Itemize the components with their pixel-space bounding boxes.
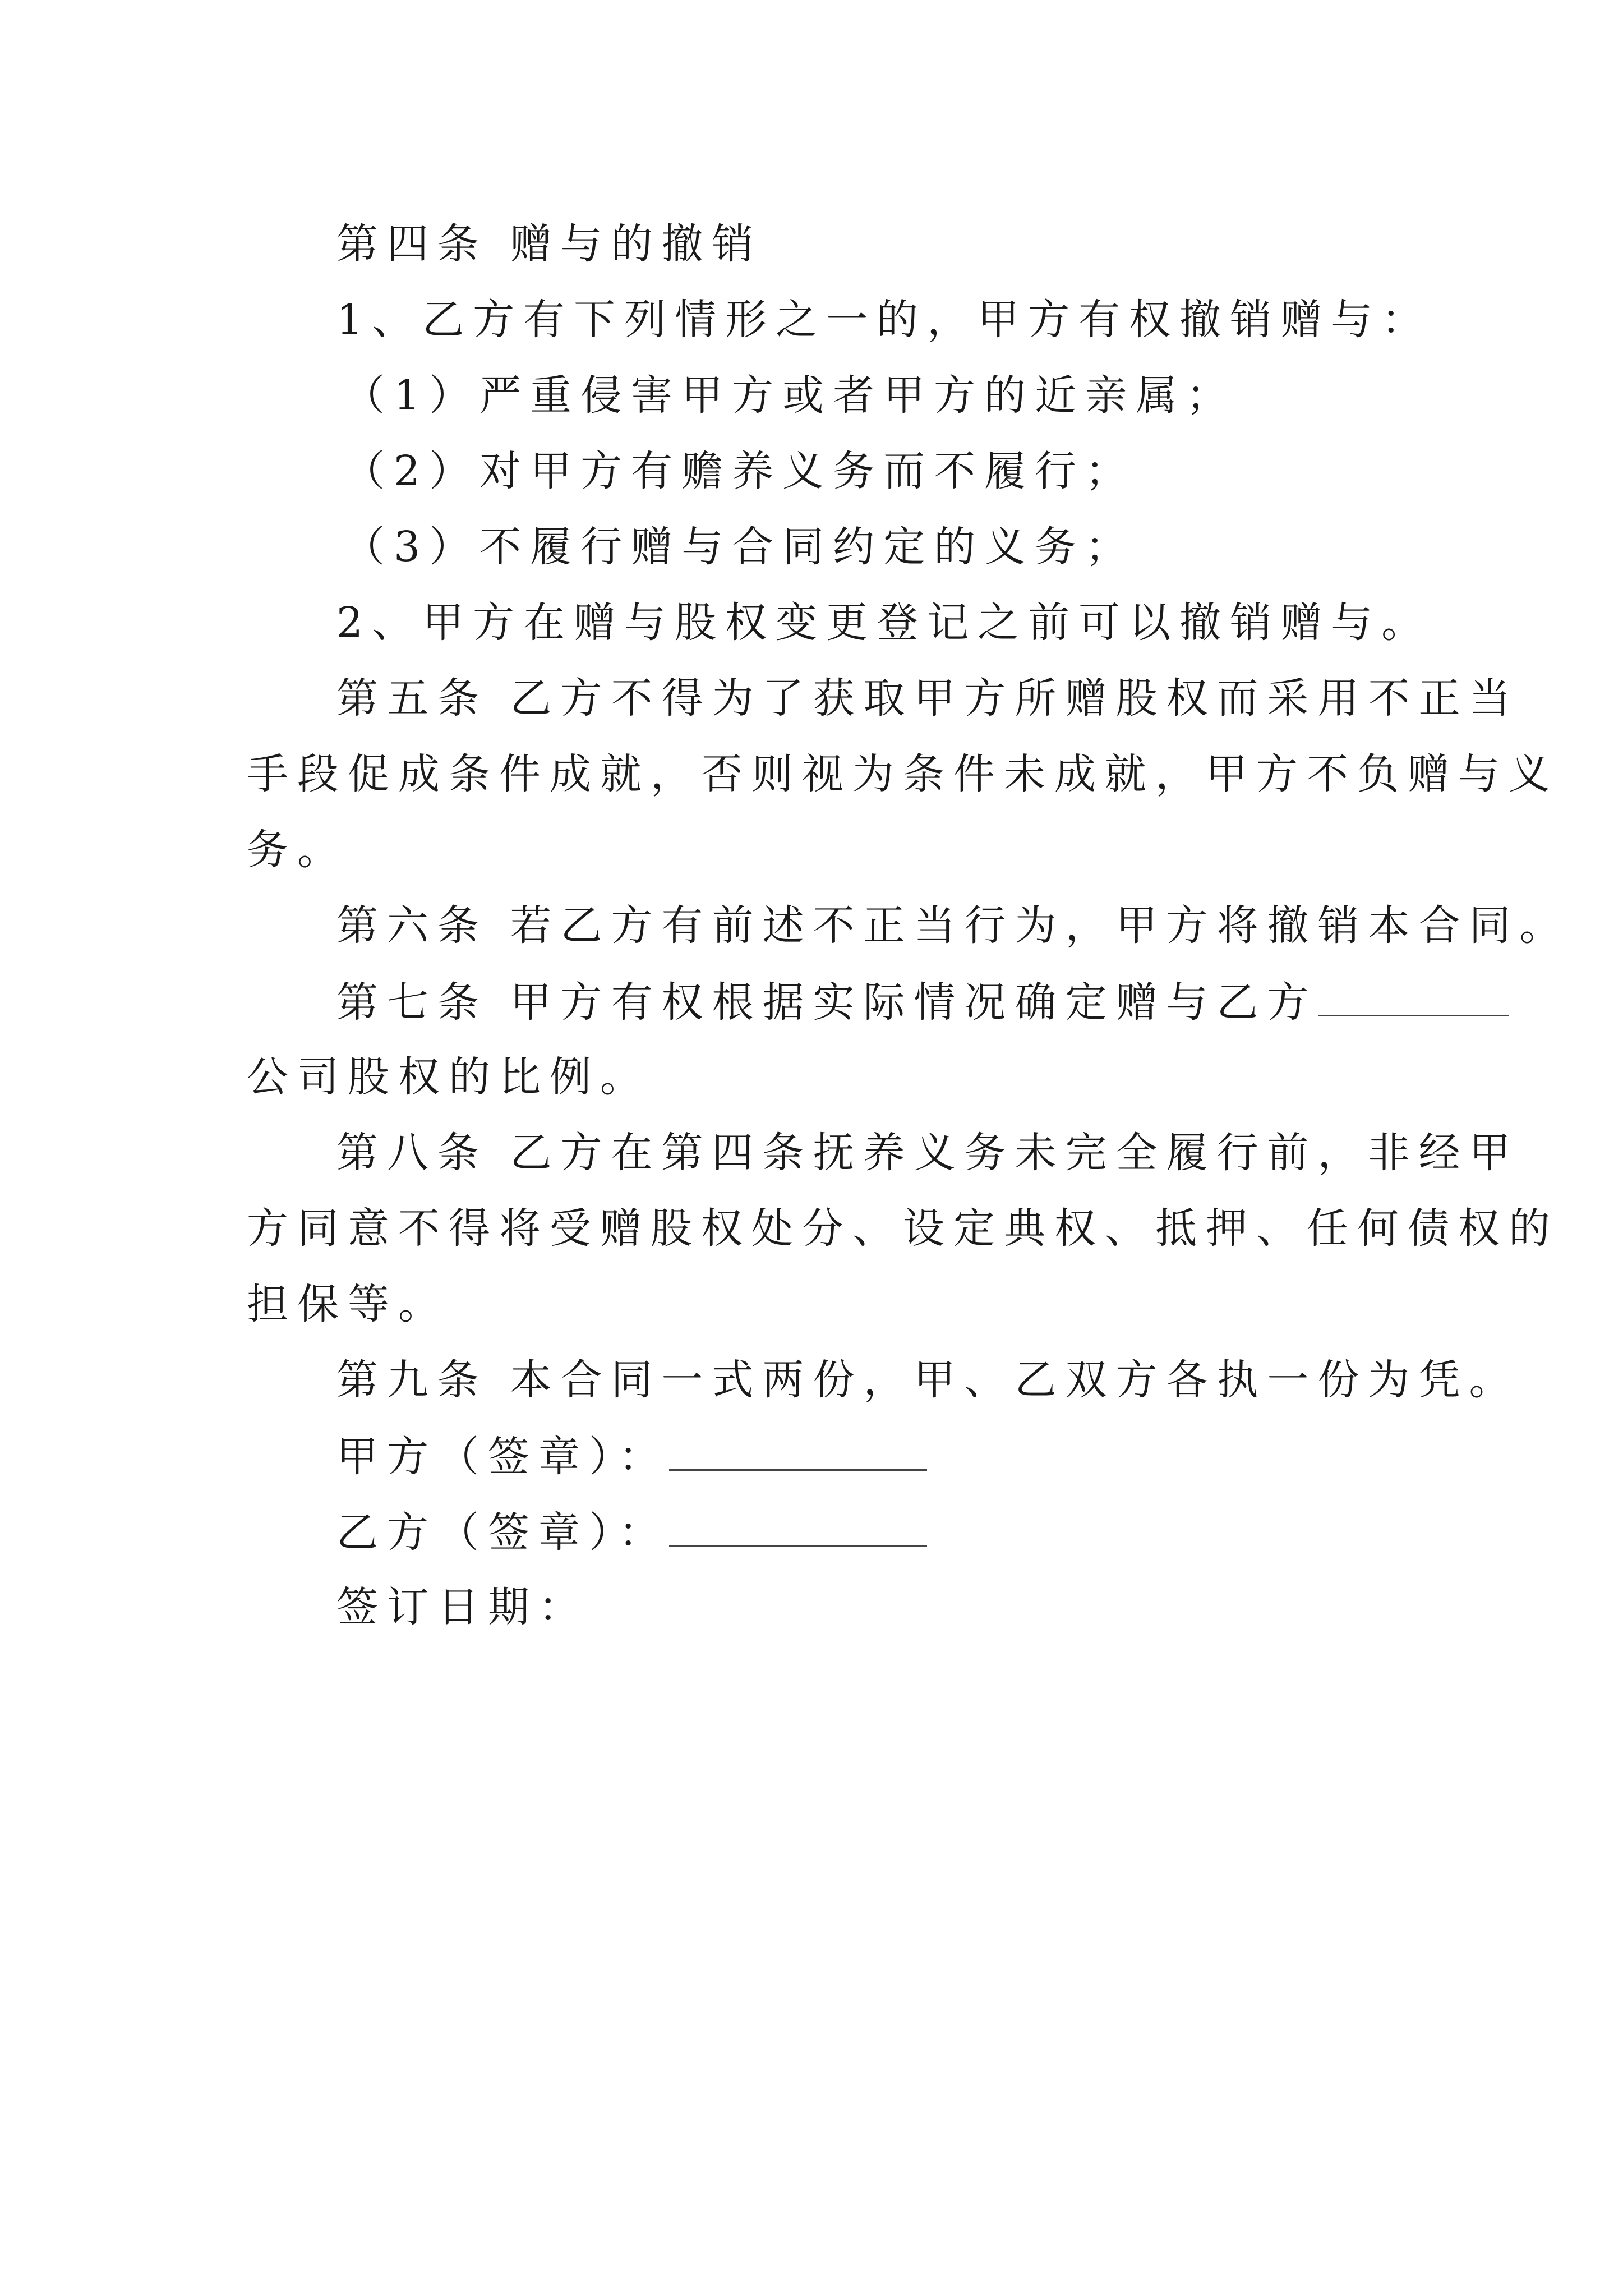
- company-name-blank: [1318, 973, 1509, 1016]
- party-b-signature: [336, 1503, 1469, 1559]
- article4-item3: （3）不履行赠与合同约定的义务；: [343, 523, 1136, 571]
- signing-date: 签订日期：: [336, 1583, 589, 1631]
- article5-line3: 务。: [247, 826, 348, 874]
- article5-line2: 手段促成条件成就，否则视为条件未成就，甲方不负赠与义: [247, 750, 1559, 798]
- article6-line1: 第六条 若乙方有前述不正当行为，甲方将撤销本合同。: [336, 901, 1570, 950]
- article8-line2: 方同意不得将受赠股权处分、设定典权、抵押、任何债权的: [247, 1204, 1559, 1253]
- article4-clause2: 2、甲方在赠与股权变更登记之前可以撤销赠与。: [336, 599, 1432, 647]
- article9-line1: 第九条 本合同一式两份，甲、乙双方各执一份为凭。: [336, 1356, 1520, 1404]
- party-b-signature-blank: [669, 1503, 927, 1547]
- article5-line1: 第五条 乙方不得为了获取甲方所赠股权而采用不正当: [336, 674, 1520, 723]
- article4-item1: （1）严重侵害甲方或者甲方的近亲属；: [343, 371, 1237, 420]
- party-a-signature-blank: [669, 1428, 927, 1471]
- party-a-label: 甲方（签章）：: [336, 1433, 669, 1481]
- article7-line1: [336, 973, 1469, 1029]
- article4-item2: （2）对甲方有赡养义务而不履行；: [343, 447, 1136, 495]
- party-a-signature: [336, 1428, 1469, 1484]
- party-b-label: 乙方（签章）：: [336, 1508, 669, 1557]
- article8-line1: 第八条 乙方在第四条抚养义务未完全履行前，非经甲: [336, 1129, 1520, 1177]
- article4-clause1: 1、乙方有下列情形之一的，甲方有权撤销赠与：: [336, 296, 1432, 344]
- article8-line3: 担保等。: [247, 1280, 449, 1328]
- article4-title: 第四条 赠与的撤销: [336, 220, 763, 268]
- article7-text: 第七条 甲方有权根据实际情况确定赠与乙方: [336, 978, 1318, 1027]
- article7-line2: 公司股权的比例。: [247, 1053, 651, 1101]
